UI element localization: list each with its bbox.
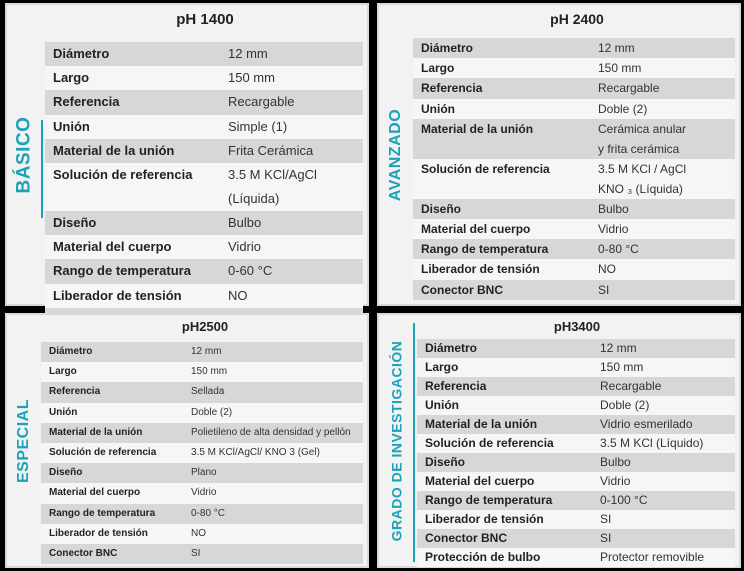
category-label-container: [379, 315, 413, 566]
panel-investigacion: [377, 313, 741, 568]
spec-label: Largo: [49, 366, 77, 378]
spec-value: Recargable: [228, 94, 295, 110]
spec-row: [417, 415, 735, 434]
spec-row: [417, 510, 735, 529]
spec-label: Material del cuerpo: [49, 487, 141, 499]
spec-label: Material de la unión: [53, 142, 175, 158]
model-title: pH 2400: [550, 11, 604, 27]
spec-value: 12 mm: [191, 346, 222, 357]
panel-basico: [5, 3, 369, 306]
spec-label: Rango de temperatura: [49, 507, 156, 519]
spec-row: [45, 115, 363, 139]
spec-value: 150 mm: [600, 360, 644, 374]
category-label-container: [7, 315, 41, 566]
spec-label: Liberador de tensión: [425, 512, 544, 526]
spec-label: Diámetro: [53, 46, 110, 61]
spec-label: Material de la unión: [421, 121, 534, 136]
spec-row: [417, 548, 735, 567]
spec-row: [41, 382, 363, 402]
spec-row: [45, 139, 363, 163]
spec-row: [41, 483, 363, 503]
spec-row: [417, 377, 735, 396]
spec-row: [417, 396, 735, 415]
spec-label: Referencia: [53, 94, 120, 110]
spec-value: Recargable: [600, 379, 662, 393]
spec-row: [413, 239, 735, 259]
spec-value: 3.5 M KCl (Líquido): [600, 436, 704, 450]
spec-value: Vidrio: [600, 474, 631, 488]
spec-value: Doble (2): [191, 406, 233, 418]
spec-value: 3.5 M KCl/AgCl/ KNO 3 (Gel): [191, 446, 320, 458]
spec-value: Doble (2): [600, 398, 650, 412]
spec-value: Recargable: [598, 81, 660, 96]
spec-value: Bulbo: [598, 201, 629, 216]
spec-row: [41, 524, 363, 544]
spec-label: Referencia: [425, 379, 487, 393]
spec-label: Protección de bulbo: [425, 550, 541, 564]
spec-value: Sellada: [191, 386, 225, 398]
spec-label: Referencia: [421, 81, 483, 96]
spec-row: [45, 259, 363, 283]
spec-table: [41, 342, 363, 564]
spec-value: 12 mm: [600, 341, 637, 355]
accent-line: [413, 323, 415, 562]
spec-value: 12 mm: [598, 41, 635, 55]
spec-row: [413, 280, 735, 300]
spec-value: Frita Cerámica: [228, 142, 314, 158]
category-label-container: [379, 5, 413, 304]
spec-label: Diámetro: [425, 341, 478, 355]
category-label-container: [7, 5, 41, 304]
spec-value: 0-60 °C: [228, 263, 273, 279]
spec-value: Polietileno de alta densidad y pellón: [191, 426, 351, 438]
spec-label: Diámetro: [49, 346, 93, 357]
spec-label: Solución de referencia: [49, 446, 157, 458]
spec-table: [417, 339, 735, 567]
spec-row: [413, 219, 735, 239]
spec-row: [45, 42, 363, 66]
spec-label: Solución de referencia: [53, 166, 193, 182]
spec-label: Solución de referencia: [425, 436, 554, 450]
spec-label: Material del cuerpo: [53, 239, 172, 255]
spec-value: 150 mm: [598, 61, 642, 76]
spec-row: [413, 58, 735, 78]
spec-row: [41, 463, 363, 483]
spec-value: 3.5 M KCl / AgCl KNO ₃ (Líquida): [598, 161, 687, 196]
spec-label: Rango de temperatura: [425, 493, 553, 507]
spec-row: [417, 529, 735, 548]
category-label: GRADO DE INVESTIGACIÓN: [388, 340, 405, 541]
spec-row: [413, 38, 735, 58]
spec-label: Liberador de tensión: [421, 262, 540, 277]
spec-label: Liberador de tensión: [49, 527, 148, 539]
spec-value: NO: [598, 262, 616, 277]
spec-table: [413, 38, 735, 300]
spec-row: [417, 472, 735, 491]
spec-value: Vidrio: [228, 239, 262, 255]
spec-row: [45, 66, 363, 90]
spec-table: [45, 42, 363, 332]
spec-row: [413, 159, 735, 199]
category-label: AVANZADO: [387, 108, 405, 201]
spec-label: Unión: [421, 101, 455, 116]
accent-line: [41, 120, 43, 218]
spec-label: Diámetro: [421, 41, 474, 55]
spec-row: [413, 78, 735, 98]
spec-label: Conector BNC: [425, 531, 508, 545]
spec-row: [45, 211, 363, 235]
spec-value: Cerámica anular y frita cerámica: [598, 121, 687, 156]
spec-row: [417, 358, 735, 377]
spec-row: [413, 259, 735, 279]
spec-value: 0-80 °C: [598, 242, 639, 257]
spec-label: Unión: [53, 118, 90, 134]
spec-row: [417, 491, 735, 510]
spec-value: Simple (1): [228, 118, 288, 134]
spec-value: 12 mm: [228, 46, 268, 61]
spec-label: Rango de temperatura: [53, 263, 191, 279]
spec-label: Referencia: [49, 386, 101, 398]
spec-label: Largo: [421, 61, 455, 76]
spec-label: Largo: [53, 70, 90, 86]
spec-row: [41, 362, 363, 382]
spec-row: [417, 434, 735, 453]
spec-label: Unión: [425, 398, 459, 412]
spec-label: Conector BNC: [49, 547, 118, 559]
spec-label: Largo: [425, 360, 459, 374]
spec-row: [45, 90, 363, 114]
spec-value: 0-100 °C: [600, 493, 648, 507]
model-title: pH3400: [553, 319, 601, 334]
panel-especial: [5, 313, 369, 568]
category-label: BÁSICO: [13, 116, 34, 193]
spec-value: NO: [228, 287, 248, 303]
spec-value: NO: [191, 527, 206, 539]
spec-value: 150 mm: [191, 366, 228, 378]
spec-row: [41, 504, 363, 524]
spec-label: Unión: [49, 406, 78, 418]
spec-label: Solución de referencia: [421, 161, 550, 176]
spec-label: Diseño: [425, 455, 466, 469]
spec-value: Bulbo: [228, 214, 262, 230]
spec-label: Rango de temperatura: [421, 242, 549, 257]
spec-row: [413, 199, 735, 219]
spec-value: 3.5 M KCl/AgCl (Líquida): [228, 166, 317, 206]
spec-label: Diseño: [53, 214, 97, 230]
spec-value: SI: [598, 282, 610, 297]
spec-value: Vidrio: [598, 221, 629, 236]
category-label: ESPECIAL: [15, 398, 33, 483]
spec-row: [41, 544, 363, 564]
spec-row: [417, 453, 735, 472]
spec-label: Material de la unión: [425, 417, 538, 431]
spec-value: 0-80 °C: [191, 507, 226, 519]
spec-label: Conector BNC: [421, 282, 504, 297]
model-title: pH 1400: [176, 11, 234, 28]
panel-avanzado: [377, 3, 741, 306]
spec-row: [41, 423, 363, 443]
spec-value: Vidrio: [191, 487, 217, 499]
spec-row: [417, 339, 735, 358]
spec-row: [45, 284, 363, 308]
spec-value: SI: [600, 531, 612, 545]
spec-row: [41, 403, 363, 423]
spec-value: Plano: [191, 467, 217, 479]
spec-label: Diseño: [49, 467, 83, 479]
spec-label: Diseño: [421, 201, 462, 216]
spec-label: Material del cuerpo: [425, 474, 535, 488]
spec-label: Liberador de tensión: [53, 287, 182, 303]
spec-value: Protector removible: [600, 550, 705, 564]
spec-value: 150 mm: [228, 70, 275, 86]
spec-value: Bulbo: [600, 455, 631, 469]
spec-label: Material del cuerpo: [421, 221, 531, 236]
spec-row: [45, 235, 363, 259]
spec-value: Vidrio esmerilado: [600, 417, 693, 431]
model-title: pH2500: [181, 319, 229, 334]
spec-row: [413, 99, 735, 119]
spec-row: [45, 163, 363, 211]
spec-value: SI: [191, 547, 201, 559]
spec-value: Doble (2): [598, 101, 648, 116]
spec-value: SI: [600, 512, 612, 526]
spec-row: [41, 342, 363, 362]
spec-row: [413, 119, 735, 159]
spec-row: [41, 443, 363, 463]
spec-label: Material de la unión: [49, 426, 143, 438]
